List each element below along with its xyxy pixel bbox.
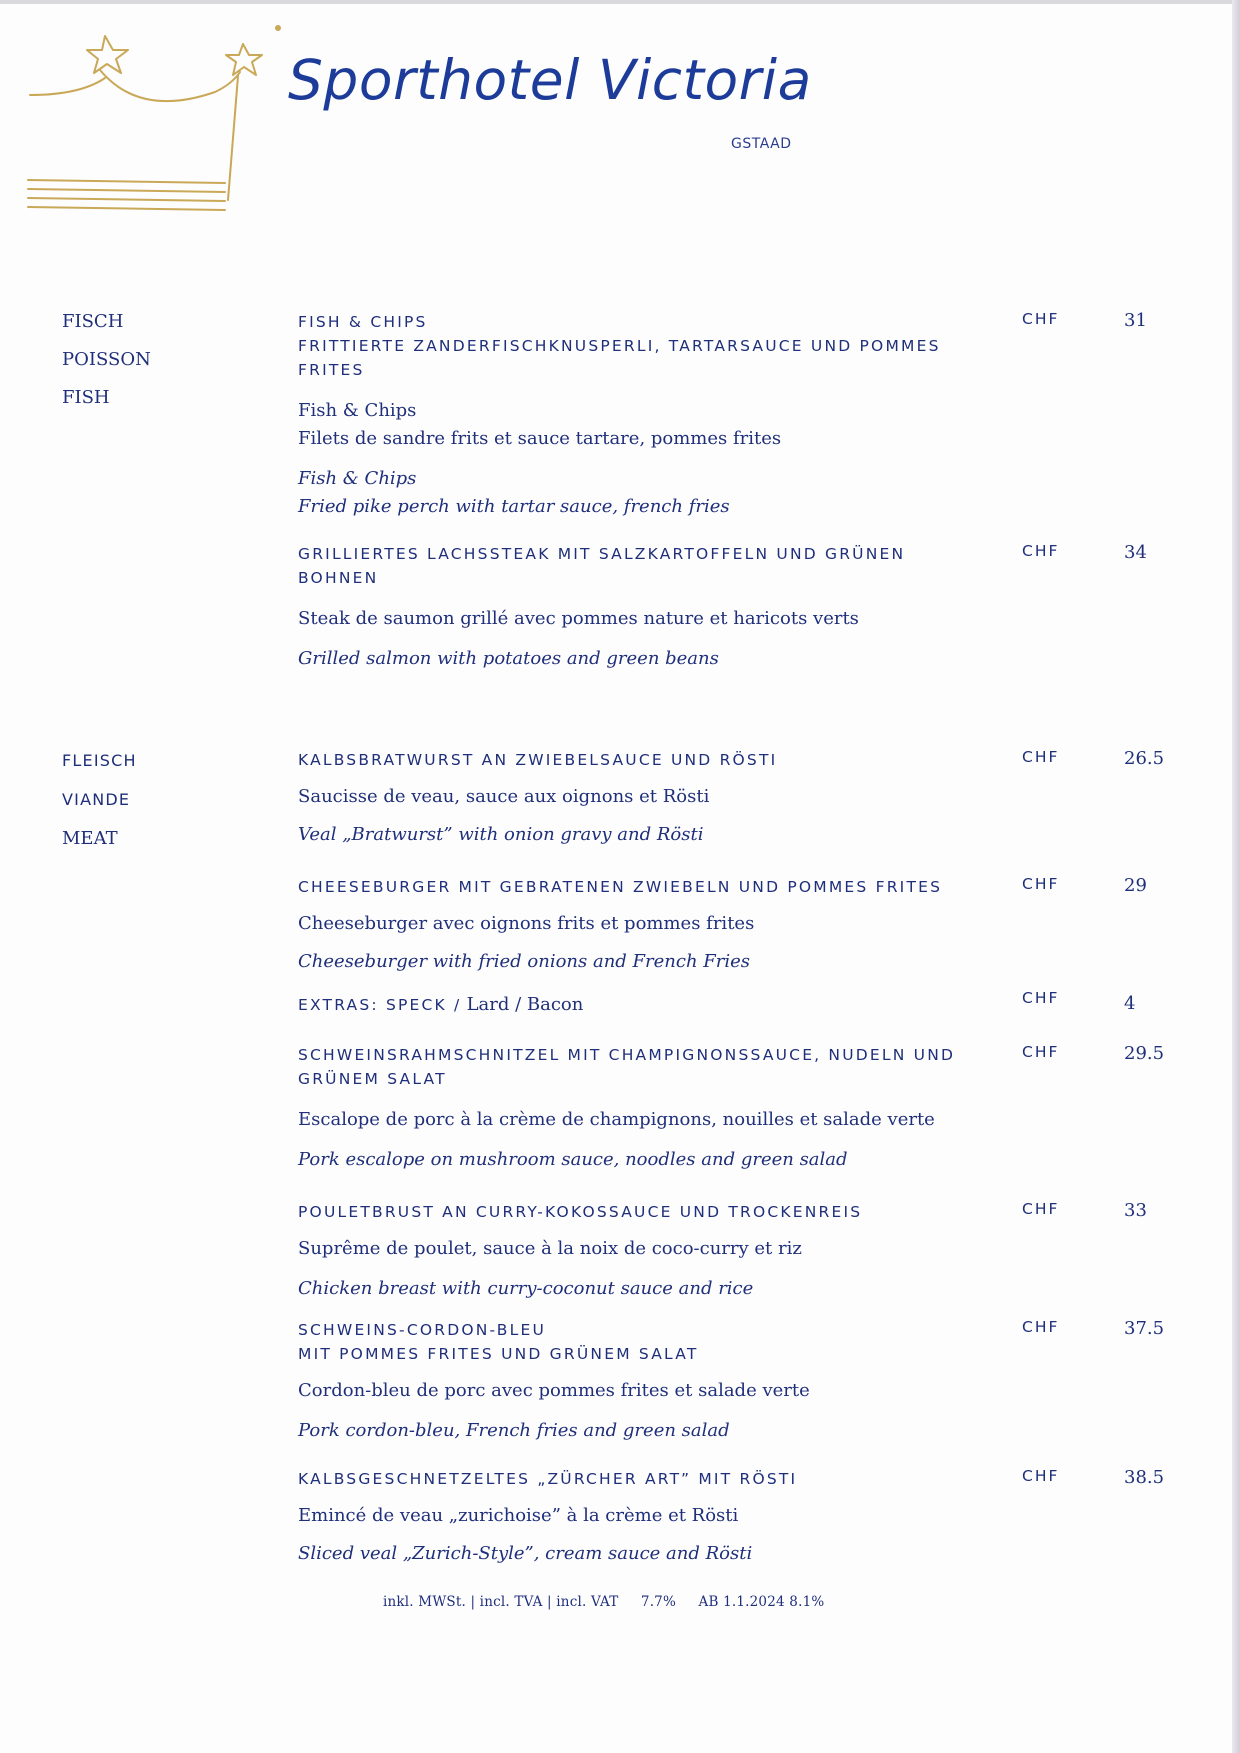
menu-item-bratwurst bbox=[298, 748, 1240, 848]
item-price: 29.5 bbox=[1124, 1043, 1165, 1064]
section-label: VIANDE bbox=[62, 790, 131, 809]
item-subtitle-de: MIT POMMES FRITES UND GRÜNEM SALAT bbox=[298, 1345, 699, 1363]
item-desc-fr: Escalope de porc à la crème de champignons, nouilles et salade verte bbox=[298, 1109, 935, 1130]
item-title-en: Fish & Chips bbox=[298, 468, 417, 489]
item-title-de: KALBSGESCHNETZELTES „ZÜRCHER ART” MIT RÖSTI bbox=[298, 1470, 798, 1488]
menu-item-fish-chips bbox=[298, 310, 1240, 520]
menu-item-salmon bbox=[298, 542, 1240, 672]
item-title-fr: Fish & Chips bbox=[298, 400, 417, 421]
item-price: 29 bbox=[1124, 875, 1147, 896]
extras-desc: Lard / Bacon bbox=[466, 994, 584, 1015]
currency-label: CHF bbox=[1022, 1467, 1060, 1485]
item-title-de: GRILLIERTES LACHSSTEAK MIT SALZKARTOFFELN UND GRÜNEN BOHNEN bbox=[298, 545, 906, 587]
menu-item-chicken bbox=[298, 1200, 1240, 1302]
item-subtitle-de: FRITTIERTE ZANDERFISCHKNUSPERLI, TARTARSAUCE UND POMMES FRITES bbox=[298, 337, 941, 379]
item-title-de: SCHWEINSRAHMSCHNITZEL MIT CHAMPIGNONSSAUCE, NUDELN UND GRÜNEM SALAT bbox=[298, 1046, 956, 1088]
item-desc-en: Pork escalope on mushroom sauce, noodles and green salad bbox=[298, 1149, 848, 1170]
menu-item-cordon-bleu bbox=[298, 1318, 1240, 1444]
item-desc-fr: Emincé de veau „zurichoise” à la crème et Rösti bbox=[298, 1505, 739, 1526]
item-price: 31 bbox=[1124, 310, 1147, 331]
vat-new-rate: AB 1.1.2024 8.1% bbox=[698, 1594, 825, 1610]
item-desc-fr: Saucisse de veau, sauce aux oignons et Rösti bbox=[298, 786, 710, 807]
item-title-de: CHEESEBURGER MIT GEBRATENEN ZWIEBELN UND POMMES FRITES bbox=[298, 878, 943, 896]
item-desc-fr: Cordon-bleu de porc avec pommes frites et salade verte bbox=[298, 1380, 810, 1401]
vat-footer bbox=[383, 1594, 842, 1610]
item-desc-en: Fried pike perch with tartar sauce, french fries bbox=[298, 496, 730, 517]
item-desc-fr: Suprême de poulet, sauce à la noix de coco-curry et riz bbox=[298, 1238, 802, 1259]
item-desc-en: Grilled salmon with potatoes and green beans bbox=[298, 648, 719, 669]
item-price: 38.5 bbox=[1124, 1467, 1165, 1488]
crown-star-logo bbox=[0, 0, 900, 230]
currency-label: CHF bbox=[1022, 1043, 1060, 1061]
hotel-location: GSTAAD bbox=[731, 136, 792, 152]
vat-labels: inkl. MWSt. | incl. TVA | incl. VAT bbox=[383, 1594, 619, 1610]
section-label: FLEISCH bbox=[62, 751, 137, 770]
item-price: 37.5 bbox=[1124, 1318, 1165, 1339]
currency-label: CHF bbox=[1022, 310, 1060, 328]
menu-item-extras bbox=[298, 989, 1240, 1017]
item-desc-fr: Cheeseburger avec oignons frits et pommes frites bbox=[298, 913, 755, 934]
item-desc-fr: Steak de saumon grillé avec pommes nature et haricots verts bbox=[298, 608, 859, 629]
item-title-de: SCHWEINS-CORDON-BLEU bbox=[298, 1321, 547, 1339]
currency-label: CHF bbox=[1022, 875, 1060, 893]
vat-rate: 7.7% bbox=[640, 1594, 677, 1610]
currency-label: CHF bbox=[1022, 989, 1060, 1007]
item-price: 4 bbox=[1124, 993, 1136, 1014]
item-title-de: KALBSBRATWURST AN ZWIEBELSAUCE UND RÖSTI bbox=[298, 751, 778, 769]
currency-label: CHF bbox=[1022, 542, 1060, 560]
currency-label: CHF bbox=[1022, 1318, 1060, 1336]
currency-label: CHF bbox=[1022, 1200, 1060, 1218]
item-desc-en: Veal „Bratwurst” with onion gravy and Rösti bbox=[298, 824, 704, 845]
item-title-de: POULETBRUST AN CURRY-KOKOSSAUCE UND TROCKENREIS bbox=[298, 1203, 863, 1221]
currency-label: CHF bbox=[1022, 748, 1060, 766]
section-label: MEAT bbox=[62, 828, 118, 849]
hotel-name: Sporthotel Victoria bbox=[288, 48, 812, 112]
item-desc-en: Sliced veal „Zurich-Style”, cream sauce and Rösti bbox=[298, 1543, 753, 1564]
extras-label: EXTRAS: SPECK / bbox=[298, 996, 462, 1014]
menu-item-zurich-veal bbox=[298, 1467, 1240, 1567]
section-label: POISSON bbox=[62, 349, 151, 370]
hotel-logo bbox=[0, 0, 900, 230]
item-price: 26.5 bbox=[1124, 748, 1165, 769]
menu-item-pork-escalope bbox=[298, 1043, 1240, 1173]
menu-item-cheeseburger bbox=[298, 875, 1240, 975]
item-desc-en: Pork cordon-bleu, French fries and green salad bbox=[298, 1420, 730, 1441]
item-desc-fr: Filets de sandre frits et sauce tartare, pommes frites bbox=[298, 428, 782, 449]
item-title-de: FISH & CHIPS bbox=[298, 313, 428, 331]
section-label: FISCH bbox=[62, 311, 124, 332]
item-desc-en: Cheeseburger with fried onions and French Fries bbox=[298, 951, 751, 972]
item-price: 33 bbox=[1124, 1200, 1147, 1221]
item-price: 34 bbox=[1124, 542, 1147, 563]
item-desc-en: Chicken breast with curry-coconut sauce and rice bbox=[298, 1278, 754, 1299]
section-label: FISH bbox=[62, 387, 110, 408]
